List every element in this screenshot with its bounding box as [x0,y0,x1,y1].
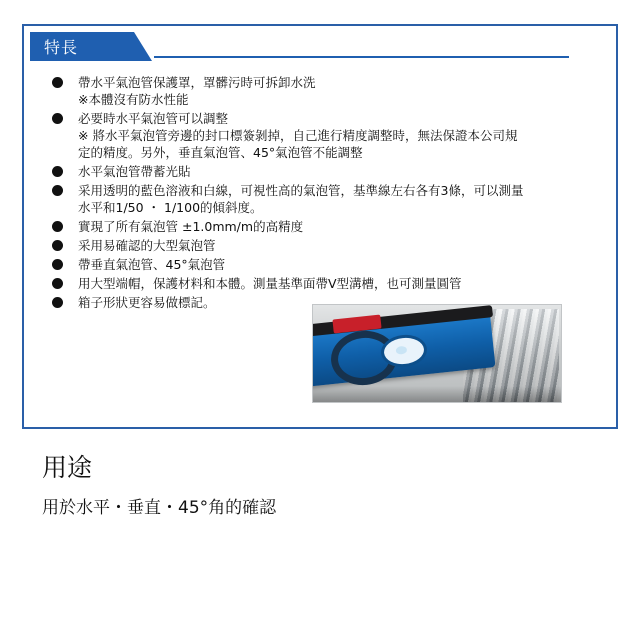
list-item [50,182,602,216]
list-item-text: 水平氣泡管帶蓄光貼 [78,164,191,179]
features-list [50,74,602,311]
bullet-dot-icon [52,221,63,232]
list-item [50,218,602,235]
header-divider-rule [154,56,569,58]
list-item-text: 帶水平氣泡管保護罩，罩髒污時可拆卸水洗 [78,75,316,90]
features-header-label: 特長 [44,38,79,57]
list-item [50,256,602,273]
features-header [30,32,575,62]
features-header-tab [30,32,134,61]
product-photo [312,304,562,403]
list-item-text: 實現了所有氣泡管 ±1.0mm/m的高精度 [78,219,304,234]
list-item-subtext: ※ 將水平氣泡管旁邊的封口標簽剝掉，自己進行精度調整時，無法保證本公司規 [78,128,518,143]
list-item [50,110,602,161]
features-body [24,62,616,311]
list-item-text: 采用易確認的大型氣泡管 [78,238,216,253]
usage-title: 用途 [42,453,93,482]
bullet-dot-icon [52,113,63,124]
list-item-text: 必要時水平氣泡管可以調整 [78,111,229,126]
features-panel [22,24,618,429]
list-item-subtext: 水平和1/50 ・ 1/100的傾斜度。 [78,200,263,215]
list-item-subtext: 定的精度。另外，垂直氣泡管、45°氣泡管不能調整 [78,145,363,160]
list-item-text: 采用透明的藍色溶液和白線，可視性高的氣泡管，基準線左右各有3條，可以測量 [78,183,524,198]
usage-text: 用於水平・垂直・45°角的確認 [42,498,277,518]
list-item-text: 帶垂直氣泡管、45°氣泡管 [78,257,226,272]
list-item-text: 用大型端帽，保護材料和本體。測量基準面帶V型溝槽，也可測量圓管 [78,276,462,291]
bullet-dot-icon [52,297,63,308]
bullet-dot-icon [52,278,63,289]
list-item-subtext: ※本體沒有防水性能 [78,92,189,107]
list-item [50,74,602,108]
list-item [50,237,602,254]
bullet-dot-icon [52,77,63,88]
list-item [50,163,602,180]
bullet-dot-icon [52,166,63,177]
photo-shadow [313,386,561,402]
bullet-dot-icon [52,240,63,251]
list-item [50,275,602,292]
bullet-dot-icon [52,185,63,196]
list-item-text: 箱子形狀更容易做標記。 [78,295,216,310]
bullet-dot-icon [52,259,63,270]
usage-section [42,452,602,520]
